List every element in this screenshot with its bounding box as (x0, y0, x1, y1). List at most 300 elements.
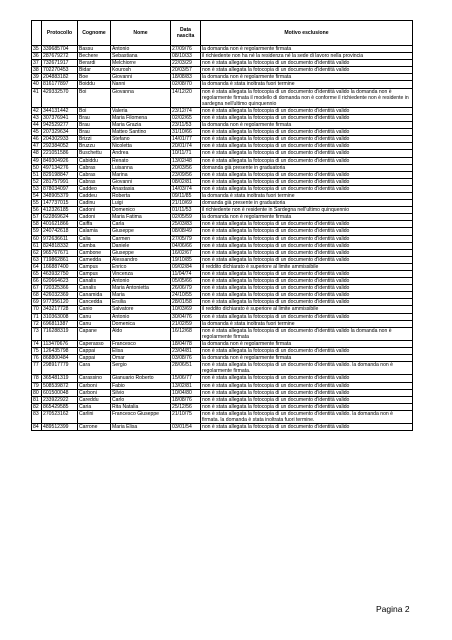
nome-cell: Marina (111, 171, 171, 178)
protocollo-cell: 365481319 (42, 375, 78, 382)
row-number: 58 (32, 221, 42, 228)
nome-cell: Vincenza (111, 271, 171, 278)
table-row (32, 164, 413, 171)
motivo-cell: il richiedente non ha né la residenza né la sede di lavoro nella provincia (201, 53, 413, 60)
cognome-cell: Cabras (78, 178, 111, 185)
data-nascita-cell: 23/09/56 (171, 171, 201, 178)
data-nascita-cell: 21/02/59 (171, 320, 201, 327)
nome-cell: Maria Antonietta (111, 285, 171, 292)
row-number: 39 (32, 74, 42, 81)
row-number: 57 (32, 214, 42, 221)
protocollo-cell: 298917779 (42, 362, 78, 375)
nome-cell: Silvio (111, 389, 171, 396)
protocollo-cell: 716288319 (42, 327, 78, 340)
data-nascita-cell: 01/11/53 (171, 207, 201, 214)
table-row (32, 355, 413, 362)
data-nascita-cell: 31/10/66 (171, 129, 201, 136)
data-nascita-cell: 20/01/74 (171, 143, 201, 150)
nome-cell: Ersilia (111, 299, 171, 306)
table-row (32, 114, 413, 121)
motivo-cell: non è stata allegata la fotocopia di un documento d'identità valido (201, 60, 413, 67)
protocollo-cell: 720325366 (42, 285, 78, 292)
motivo-cell: non è stata allegata la fotocopia di un documento d'identità valido (201, 249, 413, 256)
exclusion-table (31, 20, 413, 431)
table-row (32, 74, 413, 81)
cognome-cell: Brizzi (78, 136, 111, 143)
row-number: 54 (32, 192, 42, 199)
motivo-cell: non è stata allegata la fotocopia di un documento d'identità valido (201, 299, 413, 306)
protocollo-cell: 426032369 (42, 292, 78, 299)
data-nascita-cell: 02/08/70 (171, 81, 201, 88)
motivo-cell: non è stata allegata la fotocopia di un documento d'identità valido (201, 382, 413, 389)
nome-cell: Carmen (111, 235, 171, 242)
table-row (32, 235, 413, 242)
row-number: 72 (32, 320, 42, 327)
protocollo-cell: 696811387 (42, 320, 78, 327)
row-number: 78 (32, 375, 42, 382)
table-row (32, 340, 413, 347)
protocollo-cell: 868800484 (42, 355, 78, 362)
motivo-cell: non è stata allegata la fotocopia di un documento d'identità valido (201, 389, 413, 396)
protocollo-cell: 292384052 (42, 143, 78, 150)
data-nascita-cell: 24/10/55 (171, 292, 201, 299)
row-number: 66 (32, 278, 42, 285)
nome-cell: Kourosh (111, 67, 171, 74)
cognome-cell: Buschettu (78, 150, 111, 157)
table-row (32, 375, 413, 382)
table-row (32, 320, 413, 327)
row-number: 49 (32, 157, 42, 164)
row-number: 73 (32, 327, 42, 340)
motivo-cell: non è stata allegata la fotocopia di un documento d'identità valido (201, 228, 413, 235)
motivo-cell: non è stata allegata la fotocopia di un documento d'identità valido (201, 178, 413, 185)
nome-cell: Luigi (111, 200, 171, 207)
protocollo-cell: 147737015 (42, 200, 78, 207)
data-nascita-cell: 09/11/85 (171, 192, 201, 199)
motivo-cell: non è stata allegata la fotocopia di un documento d'identità valido (201, 242, 413, 249)
page-number: Pagina 2 (376, 604, 410, 614)
motivo-cell: non è stata allegata la fotocopia di un documento d'identità valido (201, 285, 413, 292)
table-body (32, 46, 413, 431)
data-nascita-cell: 08/02/81 (171, 178, 201, 185)
table-row (32, 207, 413, 214)
data-nascita-cell: 14/01/77 (171, 136, 201, 143)
motivo-cell: la domanda non è regolarmente firmata (201, 46, 413, 53)
data-nascita-cell: 16/02/67 (171, 249, 201, 256)
nome-cell: Giovanni (111, 74, 171, 81)
cognome-cell: Camba (78, 242, 111, 249)
nome-cell: Nanni (111, 81, 171, 88)
header-nome: Nome (111, 21, 171, 46)
nome-cell: Maria Grazia (111, 122, 171, 129)
protocollo-cell: 972636611 (42, 235, 78, 242)
table-row (32, 299, 413, 306)
motivo-cell: la domanda non è regolarmente firmata (201, 355, 413, 362)
data-nascita-cell: 26/06/79 (171, 285, 201, 292)
motivo-cell: non è stata allegata la fotocopia di un documento d'identità valido (201, 129, 413, 136)
nome-cell: Elisa (111, 348, 171, 355)
motivo-cell: non è stata allegata la fotocopia di un documento d'identità valido (201, 256, 413, 263)
cognome-cell: Caiffa (78, 221, 111, 228)
table-row (32, 424, 413, 431)
protocollo-cell: 343217728 (42, 306, 78, 313)
nome-cell: Francesco (111, 340, 171, 347)
protocollo-cell: 865429585 (42, 403, 78, 410)
data-nascita-cell: 09/02/84 (171, 263, 201, 270)
cognome-cell: Canio (78, 306, 111, 313)
row-number: 82 (32, 403, 42, 410)
nome-cell: Carlo (111, 396, 171, 403)
nome-cell: Sergio (111, 362, 171, 375)
protocollo-cell: 965767671 (42, 249, 78, 256)
row-number: 69 (32, 299, 42, 306)
motivo-cell: non è stata allegata la fotocopia di un documento d'identità valido (201, 292, 413, 299)
protocollo-cell: 307376941 (42, 114, 78, 121)
nome-cell: Antonio (111, 46, 171, 53)
motivo-cell: non è stata allegata la fotocopia di un documento d'identità valido (201, 221, 413, 228)
nome-cell: Antonio (111, 278, 171, 285)
protocollo-cell: 829198847 (42, 171, 78, 178)
protocollo-cell: 113470676 (42, 340, 78, 347)
cognome-cell: Canu (78, 313, 111, 320)
cognome-cell: Campus (78, 271, 111, 278)
data-nascita-cell: 21/10/69 (171, 200, 201, 207)
nome-cell: Daniele (111, 242, 171, 249)
row-number: 51 (32, 171, 42, 178)
table-row (32, 348, 413, 355)
protocollo-cell: 339685704 (42, 46, 78, 53)
protocollo-cell: 281757991 (42, 178, 78, 185)
cognome-cell: Campus (78, 263, 111, 270)
motivo-cell: non è stata allegata la fotocopia di un documento d'identità valido (201, 114, 413, 121)
table-row (32, 389, 413, 396)
protocollo-cell: 942529277 (42, 122, 78, 129)
header-num (32, 21, 42, 46)
cognome-cell: Caddeo (78, 185, 111, 192)
motivo-cell: non è stata allegata la fotocopia di un documento d'identità valido (201, 67, 413, 74)
data-nascita-cell: 03/01/54 (171, 424, 201, 431)
motivo-cell: non è stata allegata la fotocopia di un documento d'identità valido (201, 171, 413, 178)
data-nascita-cell: 02/05/59 (171, 214, 201, 221)
nome-cell: Rita Natalia (111, 403, 171, 410)
table-row (32, 46, 413, 53)
cognome-cell: Cappai (78, 355, 111, 362)
row-number: 53 (32, 185, 42, 192)
nome-cell: Stefano (111, 136, 171, 143)
protocollo-cell: 401621866 (42, 221, 78, 228)
nome-cell: Fabio (111, 382, 171, 389)
row-number: 37 (32, 60, 42, 67)
nome-cell: Carla (111, 221, 171, 228)
protocollo-cell: 824818332 (42, 242, 78, 249)
cognome-cell: Careddu (78, 396, 111, 403)
table-row (32, 313, 413, 320)
table-header-row (32, 21, 413, 46)
protocollo-cell: 620664623 (42, 278, 78, 285)
motivo-cell: non è stata allegata la fotocopia di un documento d'identità valido. la domanda non è regolarmente firmata. (201, 362, 413, 375)
row-number: 67 (32, 285, 42, 292)
row-number: 43 (32, 114, 42, 121)
nome-cell: Giovanni (111, 178, 171, 185)
nome-cell: Gianuario Roberto (111, 375, 171, 382)
header-motivo: Motivo esclusione (201, 21, 413, 46)
data-nascita-cell: 20/03/57 (171, 67, 201, 74)
nome-cell: Andrea (111, 150, 171, 157)
nome-cell: Enrico (111, 263, 171, 270)
cognome-cell: Bassu (78, 46, 111, 53)
data-nascita-cell: 10/11/71 (171, 150, 201, 157)
data-nascita-cell: 28/01/58 (171, 299, 201, 306)
motivo-cell: non è stata allegata la fotocopia di un documento d'identità valido (201, 107, 413, 114)
header-data-nascita: Data nascita (171, 21, 201, 46)
protocollo-cell: 287679272 (42, 53, 78, 60)
data-nascita-cell: 27/09/76 (171, 46, 201, 53)
data-nascita-cell: 03/08/76 (171, 355, 201, 362)
cognome-cell: Cadoni (78, 214, 111, 221)
protocollo-cell: 240742618 (42, 228, 78, 235)
data-nascita-cell: 13/02/48 (171, 157, 201, 164)
table-row (32, 185, 413, 192)
nome-cell: Renato (111, 157, 171, 164)
table-row (32, 256, 413, 263)
cognome-cell: Cabras (78, 164, 111, 171)
data-nascita-cell: 27/05/79 (171, 235, 201, 242)
data-nascita-cell: 05/05/66 (171, 278, 201, 285)
row-number: 63 (32, 256, 42, 263)
row-number: 40 (32, 81, 42, 88)
motivo-cell: non è stata allegata la fotocopia di un documento d'identità valido (201, 235, 413, 242)
motivo-cell: non è stata allegata la fotocopia di un documento d'identità valido (201, 348, 413, 355)
cognome-cell: Boe (78, 74, 111, 81)
row-number: 75 (32, 348, 42, 355)
protocollo-cell: 348905379 (42, 192, 78, 199)
cognome-cell: Caddeu (78, 192, 111, 199)
row-number: 74 (32, 340, 42, 347)
nome-cell: Roberta (111, 192, 171, 199)
row-number: 42 (32, 107, 42, 114)
cognome-cell: Cabiddu (78, 157, 111, 164)
table-row (32, 122, 413, 129)
cognome-cell: Brau (78, 114, 111, 121)
data-nascita-cell: 02/02/65 (171, 114, 201, 121)
table-row (32, 221, 413, 228)
data-nascita-cell: 18/04/78 (171, 340, 201, 347)
row-number: 77 (32, 362, 42, 375)
data-nascita-cell: 08/08/49 (171, 228, 201, 235)
table-row (32, 67, 413, 74)
nome-cell: Giuseppe (111, 249, 171, 256)
cognome-cell: Bruzzu (78, 143, 111, 150)
header-protocollo: Protocollo (42, 21, 78, 46)
cognome-cell: Boi (78, 107, 111, 114)
row-number: 47 (32, 143, 42, 150)
data-nascita-cell: 14/03/74 (171, 185, 201, 192)
nome-cell: Maria Elisa (111, 424, 171, 431)
protocollo-cell: 344131442 (42, 107, 78, 114)
cognome-cell: Carboni (78, 382, 111, 389)
data-nascita-cell: 18/08/76 (171, 396, 201, 403)
table-row (32, 271, 413, 278)
protocollo-cell: 207329634 (42, 129, 78, 136)
cognome-cell: Canalis (78, 285, 111, 292)
protocollo-cell: 732671917 (42, 60, 78, 67)
cognome-cell: Cadoni (78, 207, 111, 214)
data-nascita-cell: 04/06/66 (171, 242, 201, 249)
protocollo-cell: 816177897 (42, 81, 78, 88)
motivo-cell: non è stata allegata la fotocopia di un documento d'identità valido (201, 403, 413, 410)
protocollo-cell: 463932750 (42, 271, 78, 278)
cognome-cell: Boiddu (78, 81, 111, 88)
row-number: 70 (32, 306, 42, 313)
row-number: 44 (32, 122, 42, 129)
data-nascita-cell: 11/04/74 (171, 271, 201, 278)
motivo-cell: domanda già presente in graduatoria (201, 164, 413, 171)
motivo-cell: la domanda non è regolarmente firmata (201, 340, 413, 347)
row-number: 41 (32, 88, 42, 107)
motivo-cell: il reddito dichiarato è superiore al limite ammissibile (201, 306, 413, 313)
motivo-cell: non è stata allegata la fotocopia di un documento d'identità valido (201, 185, 413, 192)
row-number: 36 (32, 53, 42, 60)
protocollo-cell: 719862861 (42, 256, 78, 263)
table-row (32, 60, 413, 67)
row-number: 79 (32, 382, 42, 389)
motivo-cell: non è stata allegata la fotocopia di un documento d'identità valido (201, 136, 413, 143)
protocollo-cell: 849304926 (42, 157, 78, 164)
motivo-cell: non è stata allegata la fotocopia di un documento d'identità valido (201, 157, 413, 164)
nome-cell: Domenica (111, 320, 171, 327)
nome-cell: Aldo (111, 327, 171, 340)
cognome-cell: Canamida (78, 292, 111, 299)
protocollo-cell: 126435798 (42, 348, 78, 355)
cognome-cell: Cadinu (78, 200, 111, 207)
nome-cell: Melchiorre (111, 60, 171, 67)
cognome-cell: Calia (78, 235, 111, 242)
cognome-cell: Cambone (78, 249, 111, 256)
protocollo-cell: 310363008 (42, 313, 78, 320)
table-row (32, 306, 413, 313)
data-nascita-cell: 25/12/56 (171, 403, 201, 410)
motivo-cell: la domanda non è regolarmente firmata (201, 214, 413, 221)
protocollo-cell: 204883182 (42, 74, 78, 81)
nome-cell: Matteo Santino (111, 129, 171, 136)
table-row (32, 53, 413, 60)
table-row (32, 200, 413, 207)
table-row (32, 157, 413, 164)
row-number: 56 (32, 207, 42, 214)
row-number: 50 (32, 164, 42, 171)
nome-cell: Salvatore (111, 306, 171, 313)
row-number: 35 (32, 46, 42, 53)
cognome-cell: Cabras (78, 171, 111, 178)
table-row (32, 292, 413, 299)
data-nascita-cell: 15/06/77 (171, 375, 201, 382)
data-nascita-cell: 14/12/20 (171, 88, 201, 107)
row-number: 71 (32, 313, 42, 320)
protocollo-cell: 702270453 (42, 67, 78, 74)
nome-cell: Maria Filomena (111, 114, 171, 121)
row-number: 62 (32, 249, 42, 256)
cognome-cell: Bidar (78, 67, 111, 74)
row-number: 46 (32, 136, 42, 143)
motivo-cell: non è stata allegata la fotocopia di un documento d'identità valido (201, 424, 413, 431)
nome-cell: Omar (111, 355, 171, 362)
table-row (32, 285, 413, 292)
motivo-cell: non è stata allegata la fotocopia di un documento d'identità valido (201, 396, 413, 403)
row-number: 55 (32, 200, 42, 207)
nome-cell: Luisanna (111, 164, 171, 171)
cognome-cell: Carassino (78, 375, 111, 382)
cognome-cell: Capane (78, 327, 111, 340)
nome-cell: Valeria (111, 107, 171, 114)
cognome-cell: Carboni (78, 389, 111, 396)
table-row (32, 228, 413, 235)
row-number: 83 (32, 410, 42, 423)
protocollo-cell: 878034097 (42, 185, 78, 192)
cognome-cell: Boi (78, 88, 111, 107)
data-nascita-cell: 23/11/53 (171, 122, 201, 129)
protocollo-cell: 204302933 (42, 136, 78, 143)
row-number: 60 (32, 235, 42, 242)
motivo-cell: non è stata allegata la fotocopia di un documento d'identità valido. la domanda non è firmata. la domanda è stata inoltrata fuori termine. (201, 410, 413, 423)
protocollo-cell: 270523162 (42, 410, 78, 423)
motivo-cell: non è stata allegata la fotocopia di un documento d'identità valido (201, 375, 413, 382)
row-number: 45 (32, 129, 42, 136)
cognome-cell: Caria (78, 403, 111, 410)
protocollo-cell: 977356120 (42, 299, 78, 306)
cognome-cell: Calamia (78, 228, 111, 235)
data-nascita-cell: 30/04/76 (171, 313, 201, 320)
cognome-cell: Brau (78, 129, 111, 136)
row-number: 65 (32, 271, 42, 278)
protocollo-cell: 429332570 (42, 88, 78, 107)
row-number: 80 (32, 389, 42, 396)
table-row (32, 327, 413, 340)
row-number: 84 (32, 424, 42, 431)
protocollo-cell: 601500048 (42, 389, 78, 396)
table-row (32, 136, 413, 143)
protocollo-cell: 489512399 (42, 424, 78, 431)
protocollo-cell: 508539872 (42, 382, 78, 389)
nome-cell: Giuseppe (111, 228, 171, 235)
row-number: 64 (32, 263, 42, 270)
table-row (32, 171, 413, 178)
motivo-cell: non è stata allegata la fotocopia di un documento d'identità valido (201, 150, 413, 157)
row-number: 38 (32, 67, 42, 74)
table-row (32, 214, 413, 221)
row-number: 76 (32, 355, 42, 362)
data-nascita-cell: 10/04/80 (171, 389, 201, 396)
cognome-cell: Berardi (78, 60, 111, 67)
protocollo-cell: 166887400 (42, 263, 78, 270)
table-row (32, 403, 413, 410)
motivo-cell: il reddito dichiarato è superiore al limite ammissibile (201, 263, 413, 270)
data-nascita-cell: 28/06/51 (171, 362, 201, 375)
data-nascita-cell: 20/03/56 (171, 164, 201, 171)
data-nascita-cell: 13/02/81 (171, 382, 201, 389)
protocollo-cell: 233922922 (42, 396, 78, 403)
cognome-cell: Cara (78, 362, 111, 375)
cognome-cell: Brau (78, 122, 111, 129)
table-row (32, 278, 413, 285)
cognome-cell: Canu (78, 320, 111, 327)
protocollo-cell: 497134276 (42, 164, 78, 171)
protocollo-cell: 412326185 (42, 207, 78, 214)
protocollo-cell: 622869624 (42, 214, 78, 221)
cognome-cell: Bechere (78, 53, 111, 60)
data-nascita-cell: 08/10/33 (171, 53, 201, 60)
table-row (32, 410, 413, 423)
protocollo-cell: 221051586 (42, 150, 78, 157)
